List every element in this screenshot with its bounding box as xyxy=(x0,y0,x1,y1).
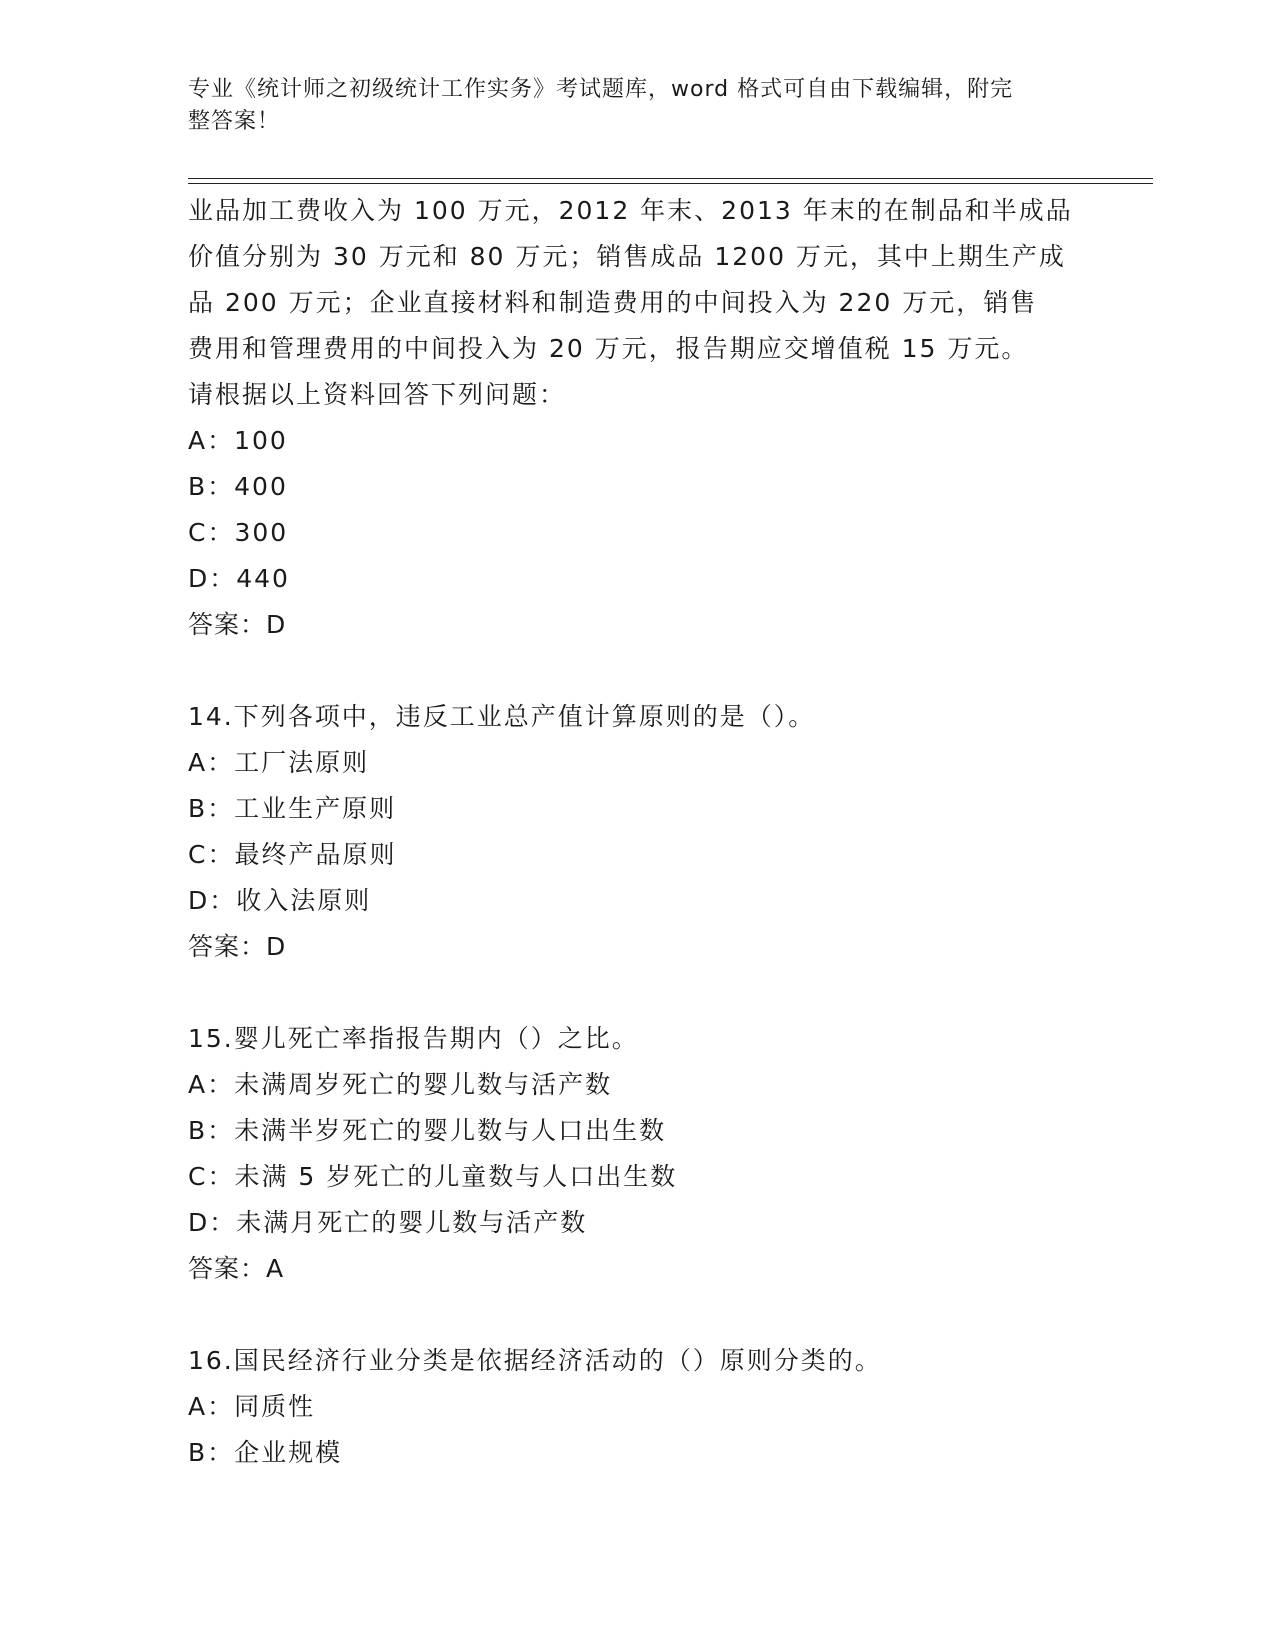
option-b: B：未满半岁死亡的婴儿数与人口出生数 xyxy=(188,1116,667,1145)
page-header xyxy=(188,74,1068,138)
question-15 xyxy=(188,1016,1088,1292)
question-stem: 14.下列各项中，违反工业总产值计算原则的是（）。 xyxy=(188,702,816,731)
question-stem: 16.国民经济行业分类是依据经济活动的（）原则分类的。 xyxy=(188,1346,882,1375)
option-d: D：收入法原则 xyxy=(188,886,372,915)
spacer xyxy=(188,648,1088,694)
spacer xyxy=(188,970,1088,1016)
question-stem-line: 请根据以上资料回答下列问题： xyxy=(188,380,567,409)
option-a: A：100 xyxy=(188,426,288,455)
question-list xyxy=(188,188,1088,1476)
header-divider-top xyxy=(188,178,1153,179)
option-d: D：440 xyxy=(188,564,290,593)
option-c: C：300 xyxy=(188,518,289,547)
question-stem-line: 价值分别为 30 万元和 80 万元；销售成品 1200 万元，其中上期生产成 xyxy=(188,242,1066,271)
header-line-2: 整答案！ xyxy=(188,109,281,134)
header-line-1: 专业《统计师之初级统计工作实务》考试题库，word 格式可自由下载编辑，附完 xyxy=(188,77,1014,102)
header-divider-bottom xyxy=(188,183,1153,184)
option-d: D：未满月死亡的婴儿数与活产数 xyxy=(188,1208,588,1237)
answer-line: 答案：D xyxy=(188,610,287,639)
question-stem-line: 费用和管理费用的中间投入为 20 万元，报告期应交增值税 15 万元。 xyxy=(188,334,1029,363)
option-a: A：同质性 xyxy=(188,1392,316,1421)
question-stem: 15.婴儿死亡率指报告期内（）之比。 xyxy=(188,1024,639,1053)
answer-line: 答案：D xyxy=(188,932,287,961)
spacer xyxy=(188,1292,1088,1338)
option-b: B：企业规模 xyxy=(188,1438,343,1467)
option-b: B：400 xyxy=(188,472,288,501)
question-stem-line: 品 200 万元；企业直接材料和制造费用的中间投入为 220 万元，销售 xyxy=(188,288,1038,317)
option-a: A：未满周岁死亡的婴儿数与活产数 xyxy=(188,1070,613,1099)
question-13 xyxy=(188,188,1088,648)
option-c: C：最终产品原则 xyxy=(188,840,397,869)
answer-line: 答案：A xyxy=(188,1254,285,1283)
question-stem-line: 业品加工费收入为 100 万元，2012 年末、2013 年末的在制品和半成品 xyxy=(188,196,1073,225)
option-a: A：工厂法原则 xyxy=(188,748,370,777)
question-14 xyxy=(188,694,1088,970)
option-b: B：工业生产原则 xyxy=(188,794,397,823)
option-c: C：未满 5 岁死亡的儿童数与人口出生数 xyxy=(188,1162,678,1191)
question-16 xyxy=(188,1338,1088,1476)
